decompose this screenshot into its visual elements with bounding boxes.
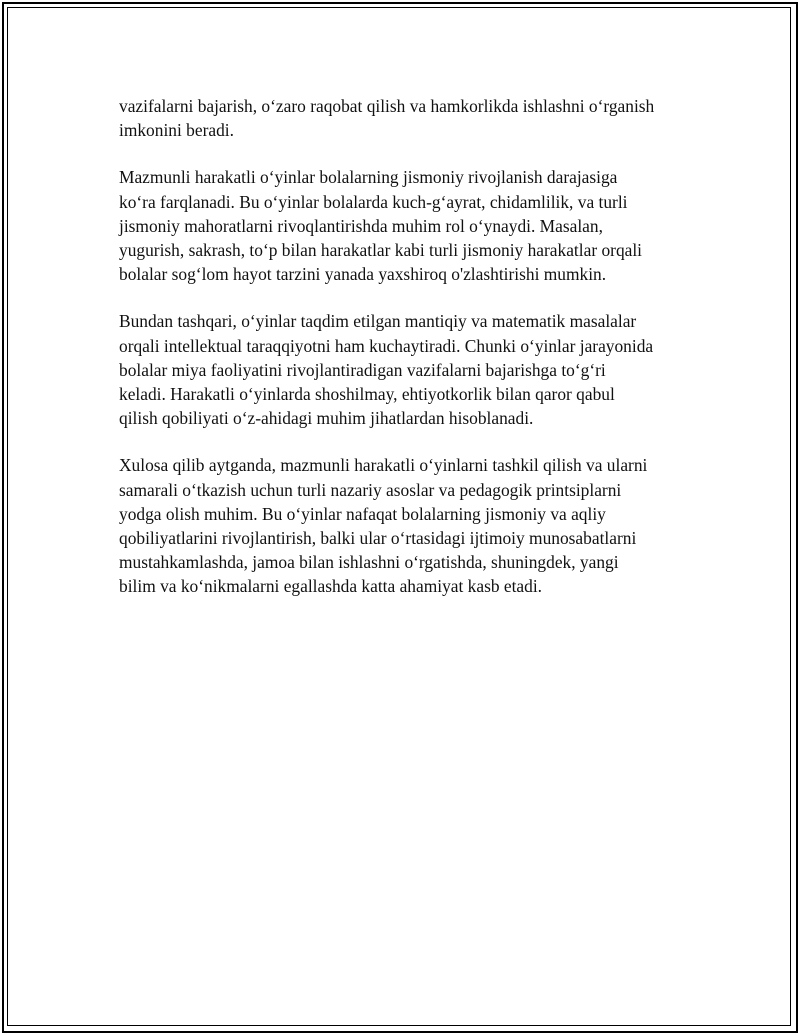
paragraph-3: Bundan tashqari, o‘yinlar taqdim etilgan mantiqiy va matematik masalalar orqali intellektual taraqqiyotni ham kuchaytiradi. Chunki o‘yinlar jarayonida bolalar miya faoliyatini rivojlantiradigan vazifalarni bajarishga to‘g‘ri keladi. Harakatli o‘yinlarda shoshilmay, ehtiyotkorlik bilan qaror qabul qilish qobiliyati o‘z-ahidagi muhim jihatlardan hisoblanadi. <box>119 311 654 429</box>
page-body <box>119 94 699 622</box>
paragraph-1: vazifalarni bajarish, o‘zaro raqobat qilish va hamkorlikda ishlashni o‘rganish imkonini beradi. <box>119 96 655 141</box>
paragraph-4: Xulosa qilib aytganda, mazmunli harakatli o‘yinlarni tashkil qilish va ularni samarali o‘tkazish uchun turli nazariy asoslar va pedagogik printsiplarni yodga olish muhim. Bu o‘yinlar nafaqat bolalarning jismoniy va aqliy qobiliyatlarini rivojlantirish, balki ular o‘rtasidagi ijtimoiy munosabatlarni mustahkamlashda, jamoa bilan ishlashni o‘rgatishda, shuningdek, yangi bilim va ko‘nikmalarni egallashda katta ahamiyat kasb etadi. <box>119 455 648 597</box>
paragraph-2: Mazmunli harakatli o‘yinlar bolalarning jismoniy rivojlanish darajasiga ko‘ra farqlanadi. Bu o‘yinlar bolalarda kuch-g‘ayrat, chidamlilik, va turli jismoniy mahoratlarni rivoqlantirishda muhim rol o‘ynaydi. Masalan, yugurish, sakrash, to‘p bilan harakatlar kabi turli jismoniy harakatlar orqali bolalar sog‘lom hayot tarzini yanada yaxshiroq o'zlashtirishi mumkin. <box>119 167 643 285</box>
